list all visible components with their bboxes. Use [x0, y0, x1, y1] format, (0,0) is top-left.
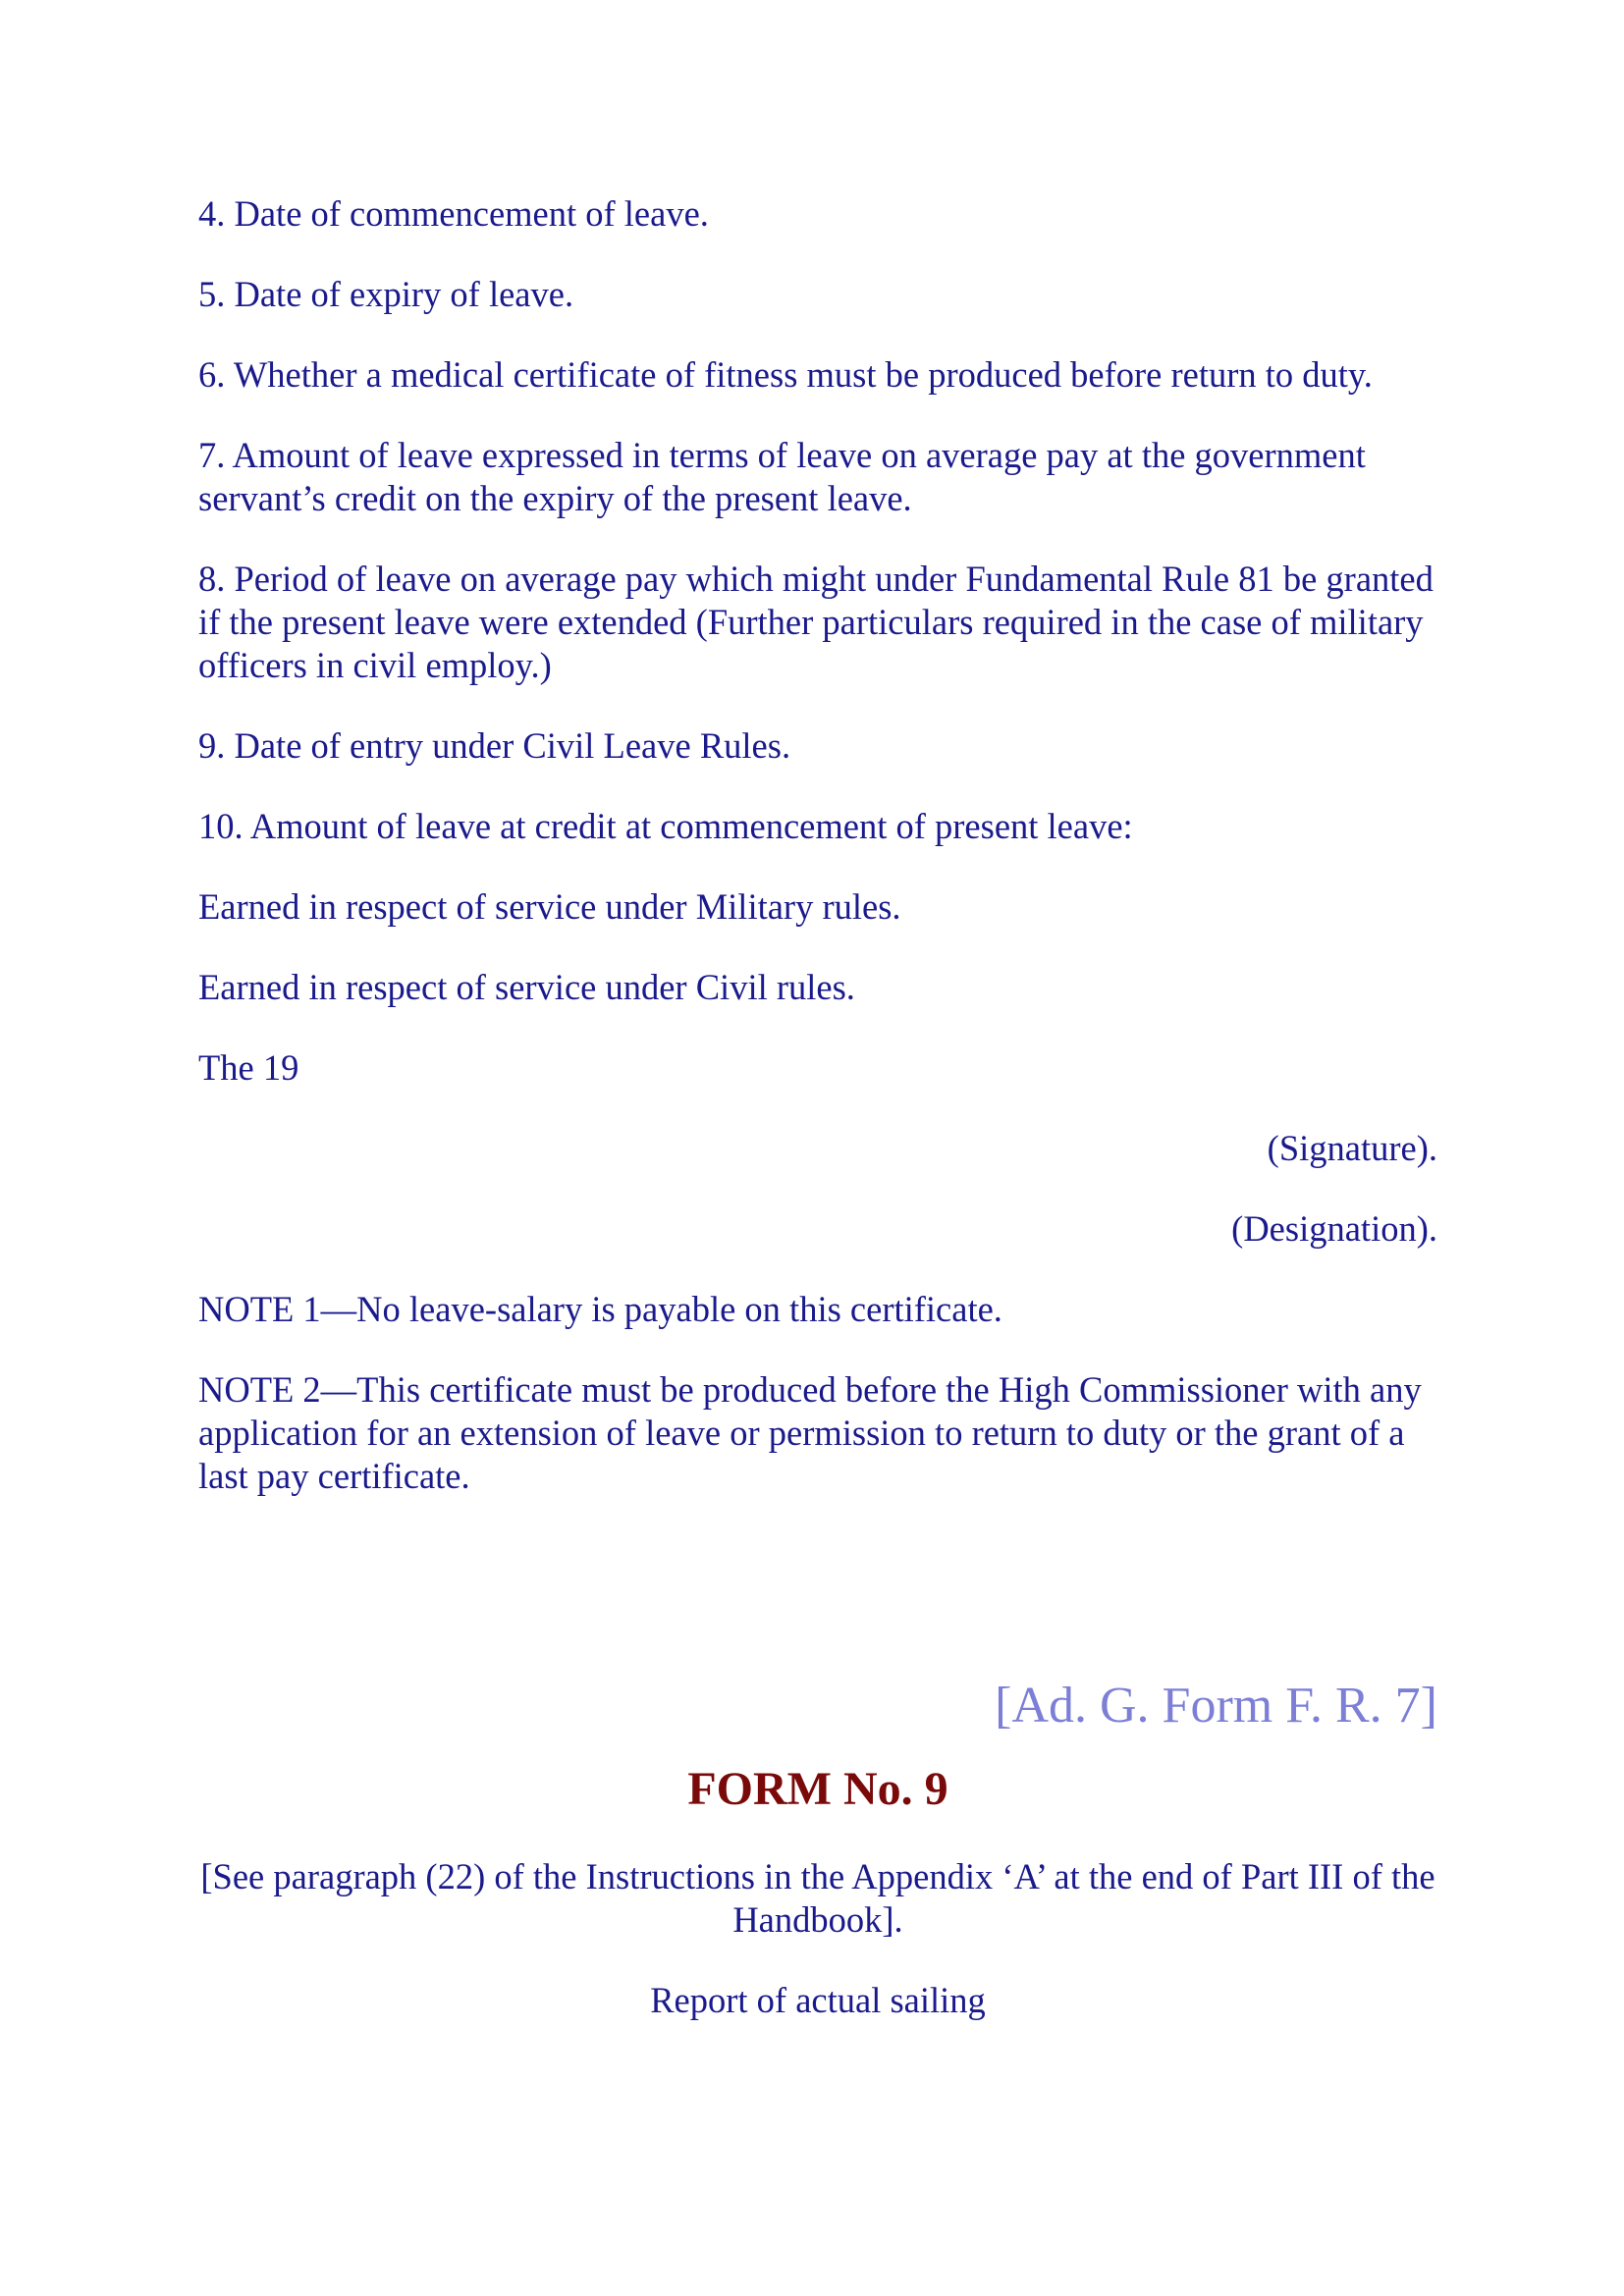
item-5: 5. Date of expiry of leave.: [198, 274, 574, 314]
form-heading: Report of actual sailing: [650, 1980, 986, 2020]
form-title: FORM No. 9: [687, 1763, 948, 1815]
form-reference: [Ad. G. Form F. R. 7]: [995, 1678, 1437, 1734]
item-6: 6. Whether a medical certificate of fitness must be produced before return to duty.: [198, 354, 1373, 395]
earned-military: Earned in respect of service under Military rules.: [198, 886, 901, 927]
form-subtitle: [See paragraph (22) of the Instructions in the Appendix ‘A’ at the end of Part III of the Handbook].: [200, 1856, 1435, 1940]
item-4: 4. Date of commencement of leave.: [198, 193, 709, 234]
date-line: The 19: [198, 1047, 299, 1088]
designation-line: (Designation).: [1231, 1208, 1437, 1249]
note-2: NOTE 2—This certificate must be produced before the High Commissioner with any application for an extension of leave or permission to return to duty or the grant of a last pay certificate.: [198, 1369, 1422, 1496]
earned-civil: Earned in respect of service under Civil rules.: [198, 967, 855, 1007]
signature-line: (Signature).: [1267, 1128, 1437, 1168]
item-7: 7. Amount of leave expressed in terms of leave on average pay at the government servant’s credit on the expiry of the present leave.: [198, 435, 1366, 518]
item-8: 8. Period of leave on average pay which might under Fundamental Rule 81 be granted if the present leave were extended (Further particulars required in the case of military officers in civil employ.): [198, 559, 1434, 685]
note-1: NOTE 1—No leave-salary is payable on this certificate.: [198, 1289, 1002, 1329]
item-9: 9. Date of entry under Civil Leave Rules.: [198, 725, 791, 766]
document-page: [198, 192, 1437, 2059]
section-spacer: [198, 1535, 1437, 1677]
item-10: 10. Amount of leave at credit at commencement of present leave:: [198, 806, 1133, 846]
